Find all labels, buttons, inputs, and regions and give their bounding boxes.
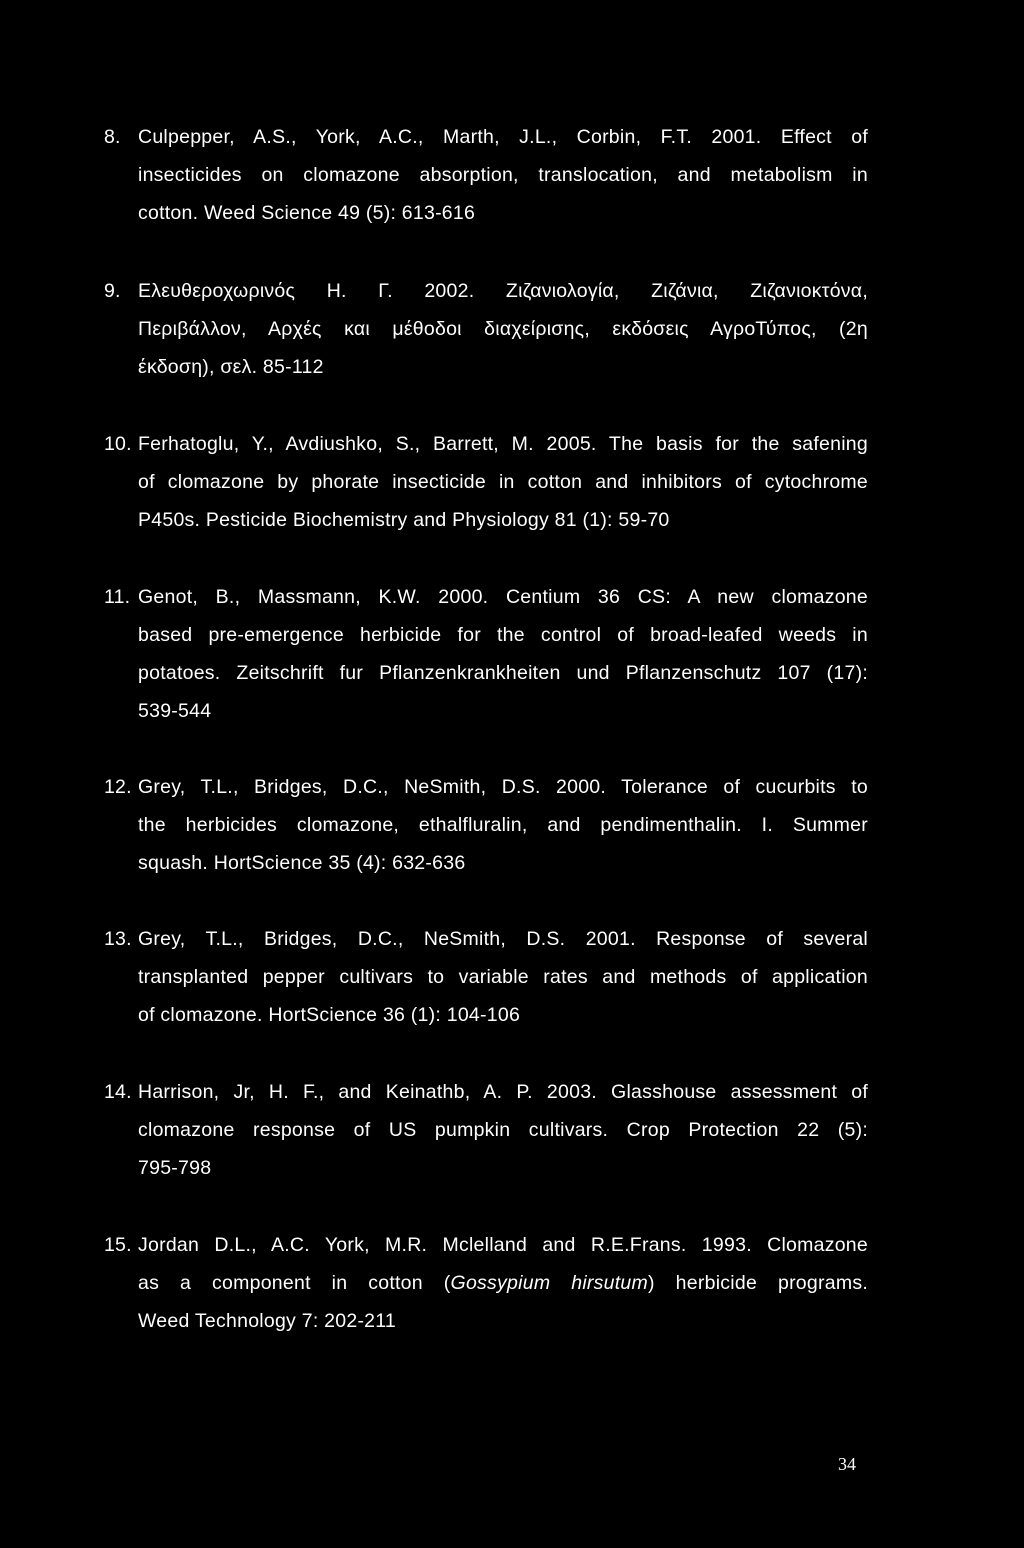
reference-line: the herbicides clomazone, ethalfluralin, and pendimenthalin. I. Summer [138,814,868,836]
reference-line: Genot, B., Massmann, K.W. 2000. Centium 36 CS: A new clomazone [138,586,868,608]
reference-number: 8. [104,126,121,148]
reference-number: 12. [104,776,132,798]
reference-line: potatoes. Zeitschrift fur Pflanzenkrankheiten und Pflanzenschutz 107 (17): [138,662,868,684]
page-number: 34 [838,1454,856,1474]
reference-line: of clomazone. HortScience 36 (1): 104-106 [138,1004,521,1026]
reference-line: squash. HortScience 35 (4): 632-636 [138,852,466,874]
reference-line: P450s. Pesticide Biochemistry and Physiology 81 (1): 59-70 [138,509,670,531]
reference-line: 539-544 [138,700,212,722]
reference-number: 14. [104,1081,132,1103]
reference-line: Weed Technology 7: 202-211 [138,1310,397,1332]
reference-number: 15. [104,1234,132,1256]
reference-line: Culpepper, A.S., York, A.C., Marth, J.L., Corbin, F.T. 2001. Effect of [138,126,868,148]
reference-line: Grey, T.L., Bridges, D.C., NeSmith, D.S. 2001. Response of several [138,928,868,950]
reference-line: Ferhatoglu, Y., Avdiushko, S., Barrett, M. 2005. The basis for the safening [138,433,868,455]
reference-line: Ελευθεροχωρινός Η. Γ. 2002. Ζιζανιολογία, Ζιζάνια, Ζιζανιοκτόνα, [138,280,868,302]
reference-line: Περιβάλλον, Αρχές και μέθοδοι διαχείρισης, εκδόσεις ΑγροΤύπος, (2η [138,318,868,340]
reference-line: of clomazone by phorate insecticide in cotton and inhibitors of cytochrome [138,471,868,493]
reference-line: 795-798 [138,1157,212,1179]
reference-line: Jordan D.L., A.C. York, M.R. Mclelland and R.E.Frans. 1993. Clomazone [138,1234,868,1256]
reference-line: Harrison, Jr, H. F., and Keinathb, A. P. 2003. Glasshouse assessment of [138,1081,868,1103]
reference-line-with-italic: as a component in cotton (Gossypium hirsutum) herbicide programs. [138,1272,868,1294]
reference-line: based pre-emergence herbicide for the control of broad-leafed weeds in [138,624,868,646]
reference-number: 11. [104,586,131,608]
reference-number: 9. [104,280,121,302]
reference-number: 10. [104,433,132,455]
reference-line: transplanted pepper cultivars to variable rates and methods of application [138,966,868,988]
reference-line: insecticides on clomazone absorption, translocation, and metabolism in [138,164,868,186]
reference-line: clomazone response of US pumpkin cultivars. Crop Protection 22 (5): [138,1119,868,1141]
reference-number: 13. [104,928,132,950]
reference-line: Grey, T.L., Bridges, D.C., NeSmith, D.S. 2000. Tolerance of cucurbits to [138,776,868,798]
reference-line: έκδοση), σελ. 85-112 [138,356,324,378]
reference-line: cotton. Weed Science 49 (5): 613-616 [138,202,476,224]
